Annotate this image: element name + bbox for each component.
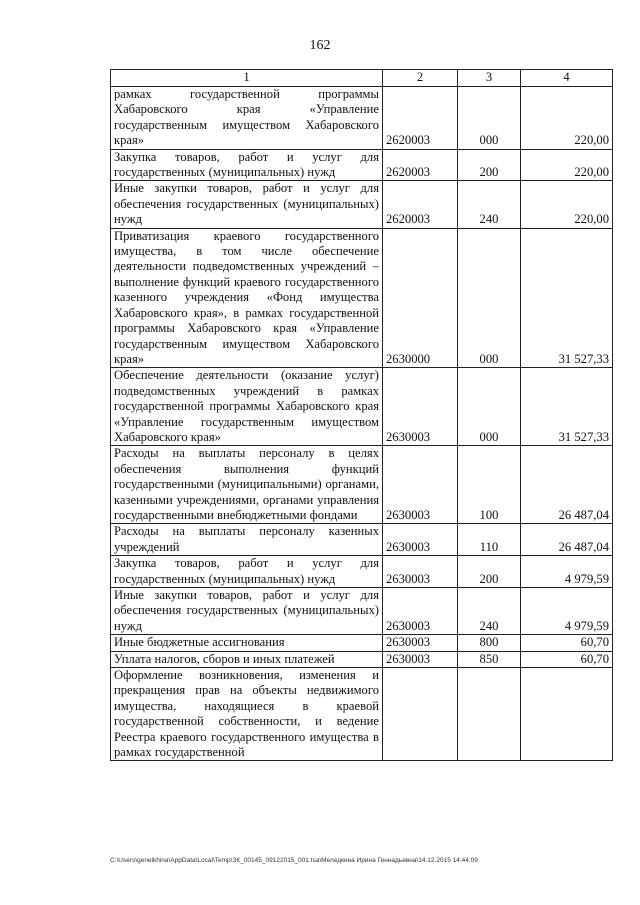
row-description: Обеспечение деятельности (оказание услуг) подведомственных учреждений в рамках государственной программы Хабаровского края «Управление государственным имуществом Хабаровского края» [111, 368, 383, 446]
row-target-code [383, 668, 458, 761]
row-amount [521, 668, 613, 761]
page-number: 162 [309, 38, 331, 53]
row-description: Иные закупки товаров, работ и услуг для обеспечения государственных (муниципальных) нужд [111, 181, 383, 228]
column-header: 4 [521, 70, 613, 87]
table-row [111, 368, 613, 446]
row-target-code: 2630003 [383, 588, 458, 635]
column-header: 1 [111, 70, 383, 87]
table-row [111, 668, 613, 761]
row-description: Уплата налогов, сборов и иных платежей [111, 651, 383, 667]
table-row [111, 149, 613, 181]
row-amount: 26 487,04 [521, 446, 613, 524]
row-description: Приватизация краевого государственного имущества, в том числе обеспечение деятельности подведомственных учреждений – выполнение функций краевого государственного казенного учреждения «Фонд имущества Хабаровского края», в рамках государственной программы Хабаровского края «Управление государственным имуществом Хабаровского края» [111, 228, 383, 368]
row-description: рамках государственной программы Хабаровского края «Управление государственным имуществом Хабаровского края» [111, 87, 383, 150]
row-expense-type: 000 [458, 368, 521, 446]
row-description: Оформление возникновения, изменения и прекращения прав на объекты недвижимого имущества, находящиеся в краевой государственной собственности, и ведение Реестра краевого государственного имущества в рамках государственной [111, 668, 383, 761]
file-path-footer: C:\Users\genelkhina\AppData\Local\Temp\ЗК_00145_09122015_001.tsa\Меледкина Ирина Геннадьевна\14.12.2015 14:44:09 [110, 857, 478, 864]
row-expense-type: 110 [458, 524, 521, 556]
row-amount: 4 979,59 [521, 588, 613, 635]
table-header-row [111, 70, 613, 87]
table-row [111, 651, 613, 667]
table-row [111, 181, 613, 228]
row-amount: 31 527,33 [521, 228, 613, 368]
row-description: Иные бюджетные ассигнования [111, 635, 383, 651]
table-row [111, 524, 613, 556]
row-expense-type: 000 [458, 228, 521, 368]
row-expense-type: 240 [458, 588, 521, 635]
row-target-code: 2630000 [383, 228, 458, 368]
row-expense-type: 240 [458, 181, 521, 228]
row-amount: 220,00 [521, 149, 613, 181]
row-amount: 220,00 [521, 181, 613, 228]
row-description: Закупка товаров, работ и услуг для государственных (муниципальных) нужд [111, 556, 383, 588]
row-expense-type: 800 [458, 635, 521, 651]
row-amount: 4 979,59 [521, 556, 613, 588]
column-header: 3 [458, 70, 521, 87]
row-target-code: 2630003 [383, 446, 458, 524]
row-target-code: 2630003 [383, 524, 458, 556]
row-target-code: 2630003 [383, 635, 458, 651]
row-amount: 220,00 [521, 87, 613, 150]
row-amount: 26 487,04 [521, 524, 613, 556]
row-amount: 31 527,33 [521, 368, 613, 446]
row-target-code: 2620003 [383, 149, 458, 181]
row-description: Иные закупки товаров, работ и услуг для обеспечения государственных (муниципальных) нужд [111, 588, 383, 635]
row-amount: 60,70 [521, 651, 613, 667]
row-description: Расходы на выплаты персоналу казенных учреждений [111, 524, 383, 556]
row-target-code: 2620003 [383, 181, 458, 228]
row-target-code: 2630003 [383, 556, 458, 588]
row-expense-type [458, 668, 521, 761]
column-header: 2 [383, 70, 458, 87]
row-target-code: 2630003 [383, 651, 458, 667]
table-row [111, 588, 613, 635]
row-description: Закупка товаров, работ и услуг для государственных (муниципальных) нужд [111, 149, 383, 181]
row-target-code: 2620003 [383, 87, 458, 150]
row-expense-type: 100 [458, 446, 521, 524]
row-description: Расходы на выплаты персоналу в целях обеспечения выполнения функций государственными (муниципальными) органами, казенными учреждениями, органами управления государственными внебюджетными фондами [111, 446, 383, 524]
row-target-code: 2630003 [383, 368, 458, 446]
row-expense-type: 850 [458, 651, 521, 667]
row-expense-type: 200 [458, 149, 521, 181]
table-row [111, 228, 613, 368]
table-row [111, 446, 613, 524]
row-expense-type: 000 [458, 87, 521, 150]
table-row [111, 87, 613, 150]
row-amount: 60,70 [521, 635, 613, 651]
table-row [111, 556, 613, 588]
table-row [111, 635, 613, 651]
row-expense-type: 200 [458, 556, 521, 588]
budget-table [110, 69, 613, 761]
